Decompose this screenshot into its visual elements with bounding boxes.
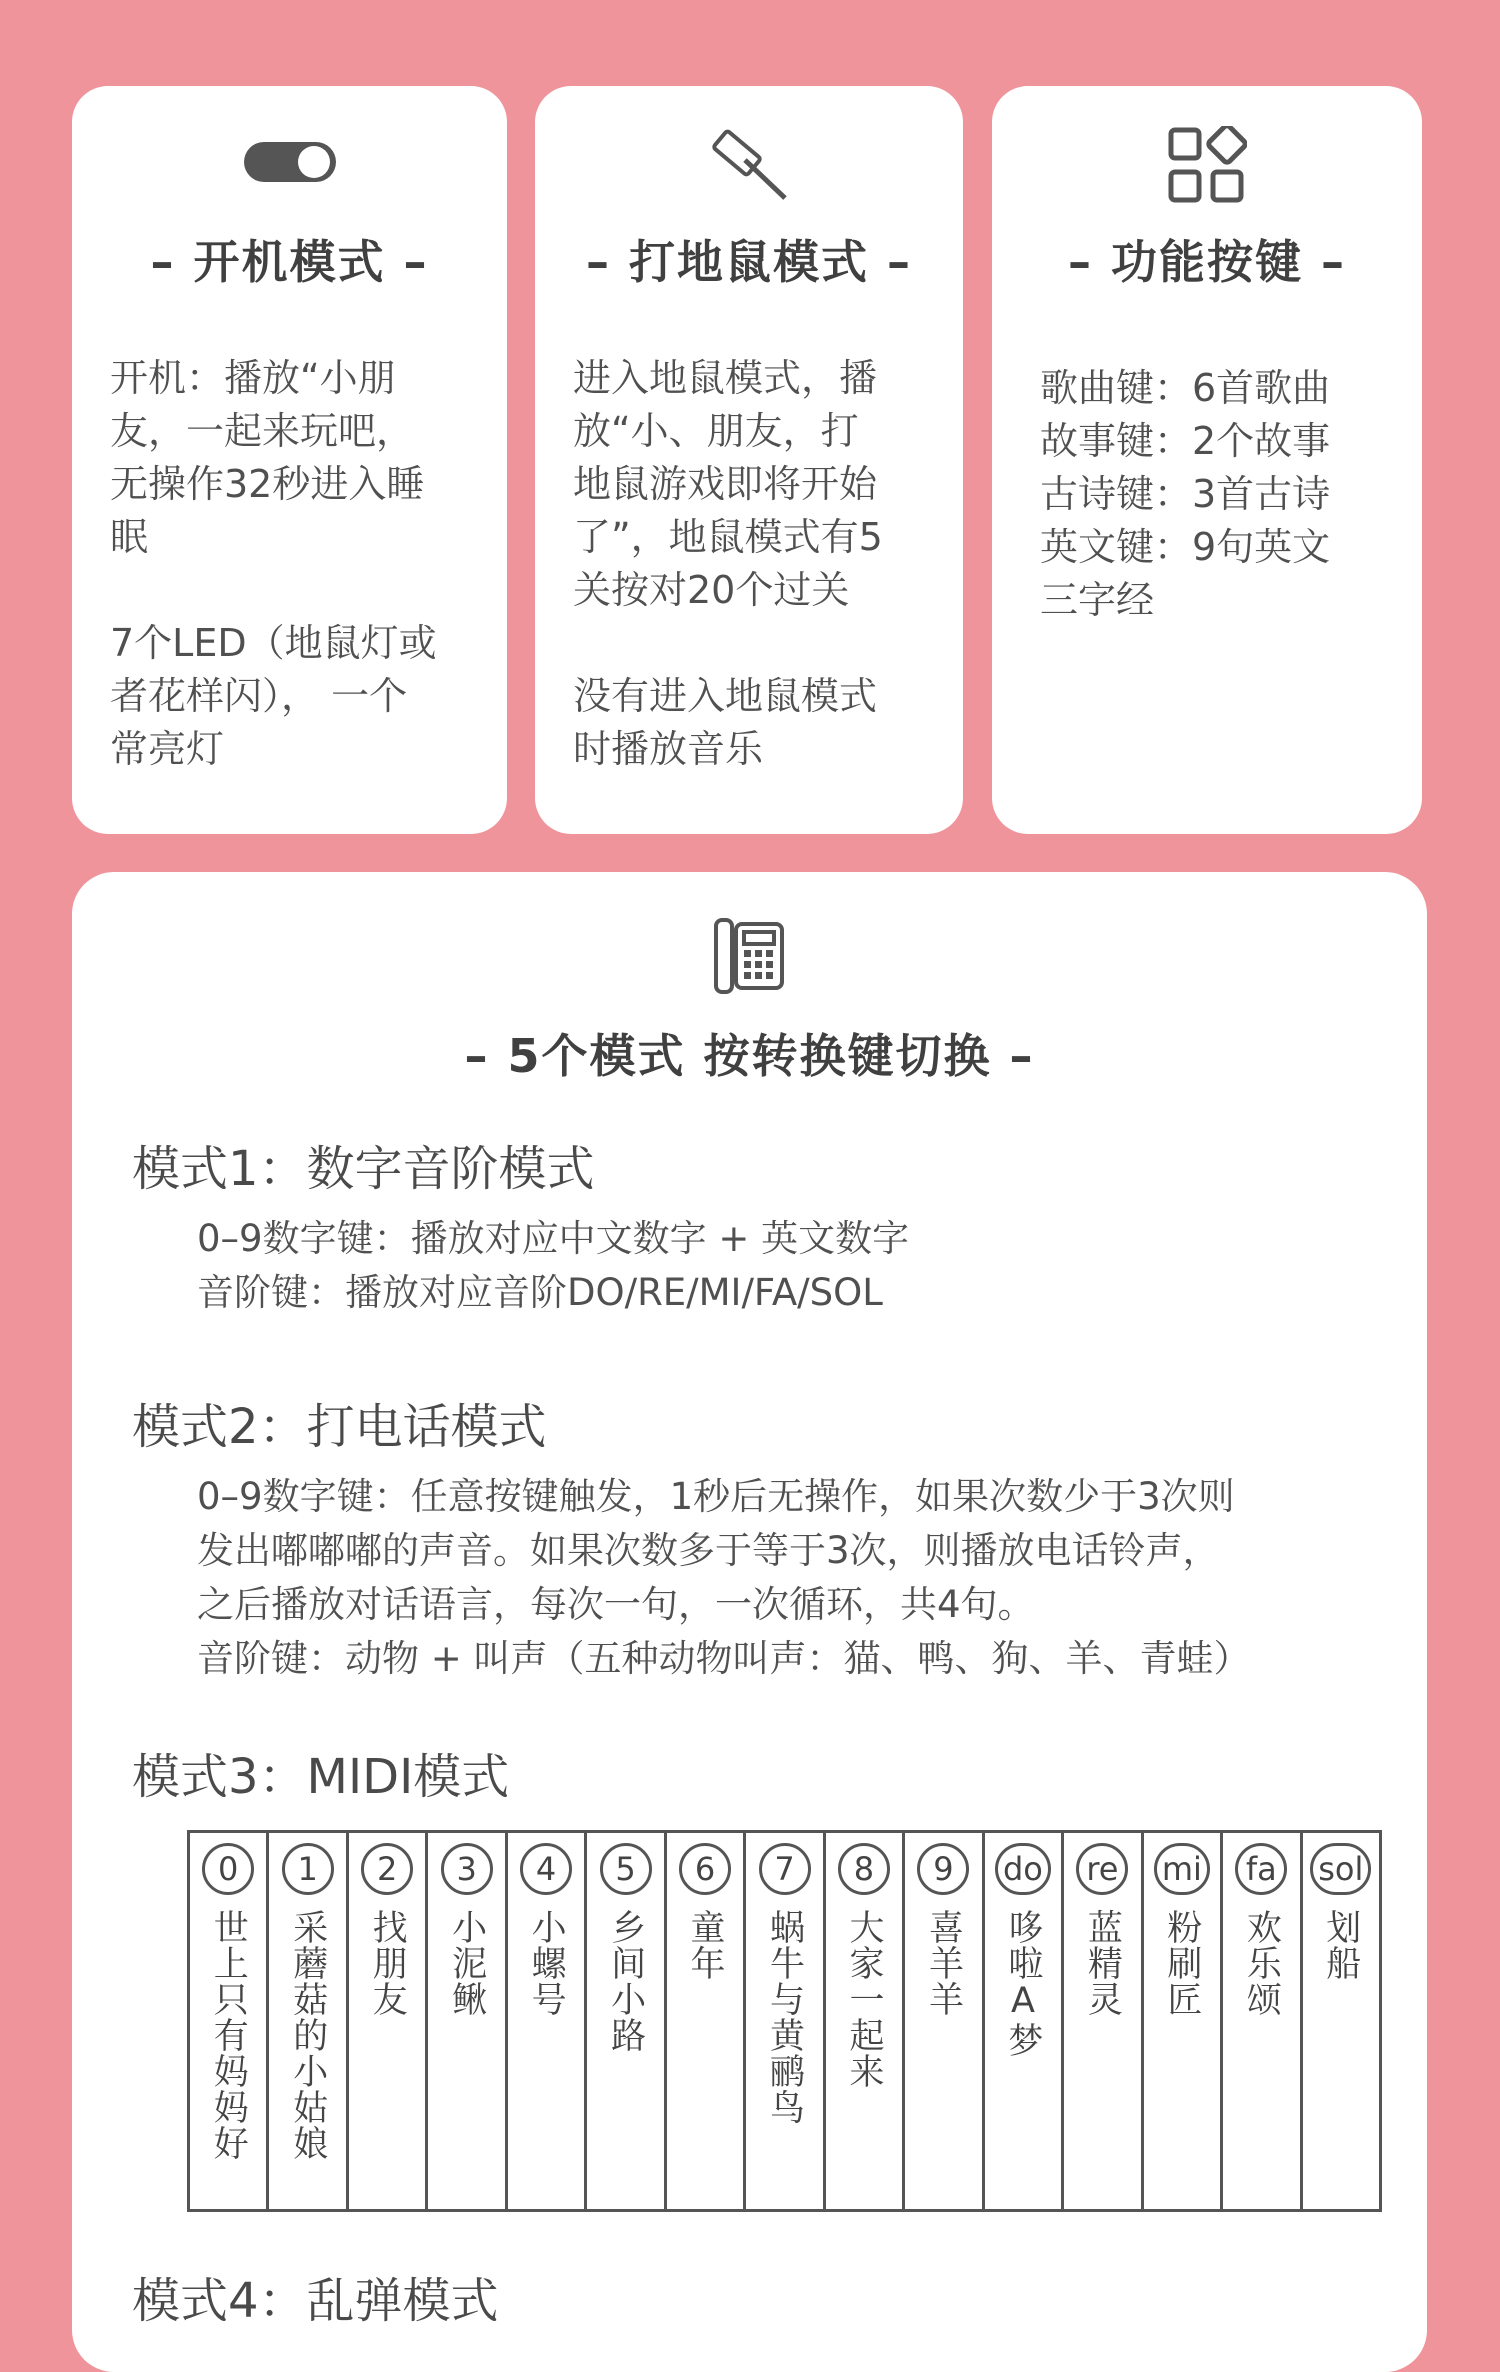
hammer-icon: [705, 124, 793, 204]
key-badge: sol: [1310, 1843, 1371, 1895]
table-column: [1144, 1833, 1223, 2209]
toggle-switch-icon: [242, 138, 338, 186]
song-name: 大家一起来: [843, 1909, 884, 2089]
key-badge: 4: [520, 1843, 572, 1895]
table-column: [667, 1833, 746, 2209]
phone-keypad-icon: [714, 918, 786, 994]
key-badge: 7: [759, 1843, 811, 1895]
song-name: 喜羊羊: [923, 1909, 964, 2017]
mode1-description: 0–9数字键：播放对应中文数字 + 英文数字 音阶键：播放对应音阶DO/RE/MI/FA/SOL: [197, 1217, 910, 1314]
key-badge: 8: [838, 1843, 890, 1895]
card-title: – 开机模式 –: [150, 235, 429, 289]
table-column: [905, 1833, 984, 2209]
mode1-heading: 模式1：数字音阶模式: [132, 1141, 595, 1197]
table-column: [508, 1833, 587, 2209]
apps-grid-icon: [1167, 126, 1247, 206]
table-column: [190, 1833, 269, 2209]
table-column: [746, 1833, 825, 2209]
song-name: 蓝精灵: [1082, 1909, 1123, 2017]
song-name: 乡间小路: [605, 1909, 646, 2053]
card-description: 开机：播放“小朋 友，一起来玩吧， 无操作32秒进入睡 眠 7个LED（地鼠灯或 者花样闪）， 一个 常亮灯: [110, 356, 437, 771]
song-name: 蜗牛与黄鹂鸟: [764, 1909, 805, 2125]
key-badge: re: [1076, 1843, 1128, 1895]
key-badge: 9: [917, 1843, 969, 1895]
table-column: [1303, 1833, 1379, 2209]
table-column: [428, 1833, 507, 2209]
key-badge: 3: [441, 1843, 493, 1895]
table-column: [587, 1833, 666, 2209]
card-title: – 功能按键 –: [1067, 235, 1347, 289]
song-name: 哆啦A梦: [1002, 1909, 1043, 2058]
key-badge: 1: [282, 1843, 334, 1895]
key-badge: 5: [600, 1843, 652, 1895]
song-name: 欢乐颂: [1241, 1909, 1282, 2017]
key-badge: 2: [361, 1843, 413, 1895]
song-name: 世上只有妈妈好: [208, 1909, 249, 2161]
table-column: [1223, 1833, 1302, 2209]
table-column: [1064, 1833, 1143, 2209]
mode2-description: 0–9数字键：任意按键触发，1秒后无操作，如果次数少于3次则 发出嘟嘟嘟的声音。如果次数多于等于3次，则播放电话铃声， 之后播放对话语言，每次一句，一次循环，共4句。 音阶键：动物 + 叫声（五种动物叫声：猫、鸭、狗、羊、青蛙）: [197, 1475, 1251, 1680]
table-column: [826, 1833, 905, 2209]
song-name: 童年: [685, 1909, 726, 1981]
mode3-heading: 模式3：MIDI模式: [132, 1749, 510, 1805]
song-name: 小泥鳅: [446, 1909, 487, 2017]
key-badge: mi: [1154, 1843, 1210, 1895]
key-badge: fa: [1235, 1843, 1287, 1895]
song-name: 小螺号: [526, 1909, 567, 2017]
song-name: 找朋友: [367, 1909, 408, 2017]
table-column: [269, 1833, 348, 2209]
key-badge: 6: [679, 1843, 731, 1895]
power-on-mode-card: [72, 86, 507, 834]
card-description: 歌曲键：6首歌曲 故事键：2个故事 古诗键：3首古诗 英文键：9句英文 三字经: [1040, 366, 1331, 622]
whack-a-mole-mode-card: [535, 86, 963, 834]
song-name: 采蘑菇的小姑娘: [287, 1909, 328, 2161]
midi-song-table: [187, 1830, 1382, 2212]
card-description: 进入地鼠模式，播 放“小、朋友，打 地鼠游戏即将开始 了”，地鼠模式有5 关按对20个过关 没有进入地鼠模式 时播放音乐: [573, 356, 883, 771]
function-keys-card: [992, 86, 1422, 834]
key-badge: 0: [202, 1843, 254, 1895]
mode2-heading: 模式2：打电话模式: [132, 1399, 547, 1455]
key-badge: do: [995, 1843, 1051, 1895]
modes-card: [72, 872, 1427, 2372]
table-column: [985, 1833, 1064, 2209]
song-name: 粉刷匠: [1161, 1909, 1202, 2017]
card-title: – 打地鼠模式 –: [585, 235, 913, 289]
table-column: [349, 1833, 428, 2209]
modes-title: – 5个模式 按转换键切换 –: [464, 1029, 1035, 1083]
song-name: 划船: [1320, 1909, 1361, 1981]
mode4-heading: 模式4：乱弹模式: [132, 2273, 499, 2329]
